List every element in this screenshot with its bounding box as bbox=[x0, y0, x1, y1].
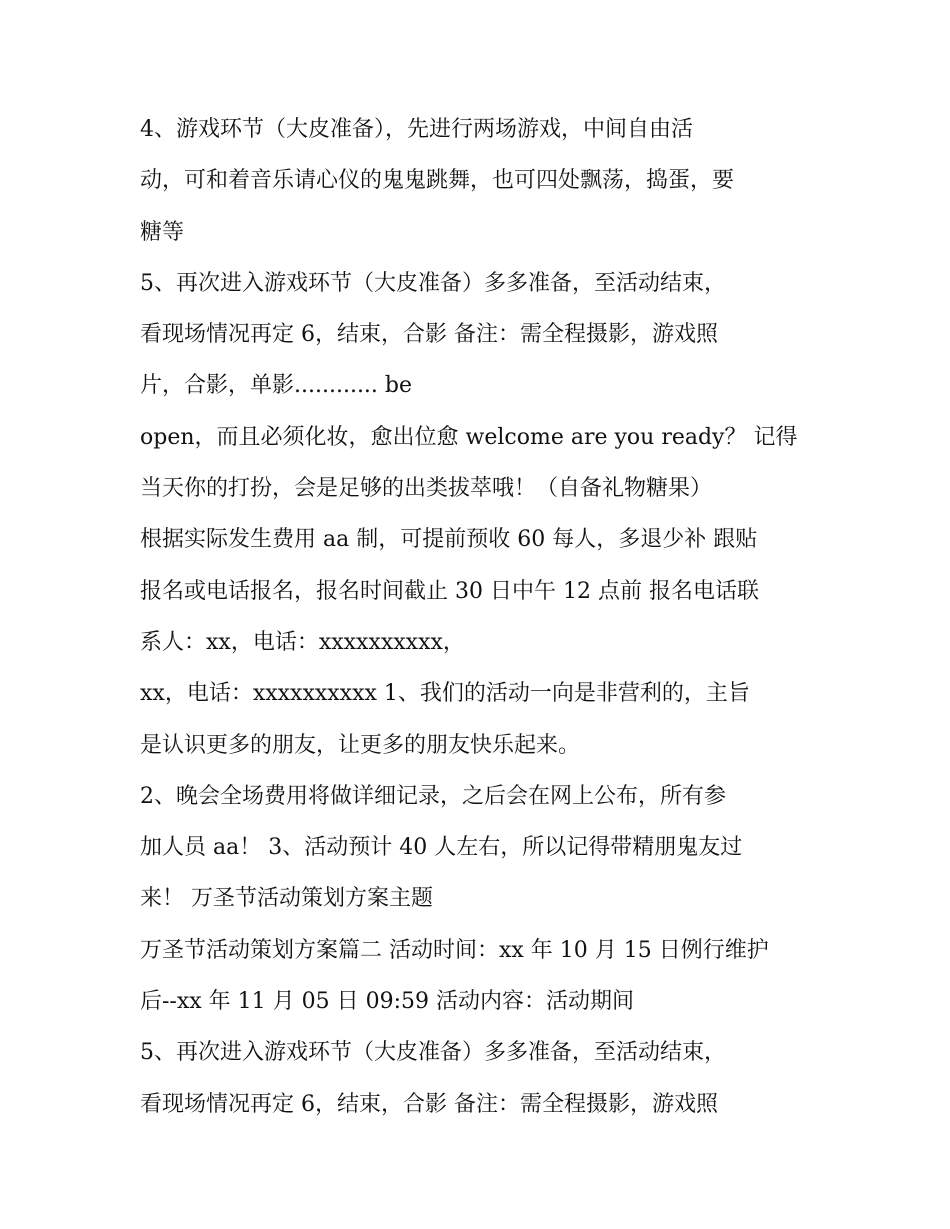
text-line: 糖等 bbox=[140, 219, 185, 245]
text-line: 5、再次进入游戏环节（大皮准备）多多准备，至活动结束， bbox=[140, 270, 726, 296]
text-line: 片，合影，单影............ be bbox=[140, 373, 413, 399]
text-line: 系人：xx，电话：xxxxxxxxxx， bbox=[140, 629, 465, 655]
text-line: open，而且必须化妆，愈出位愈 welcome are you ready？ 记得 bbox=[140, 424, 798, 450]
text-line: 2、晚会全场费用将做详细记录，之后会在网上公布，所有参 bbox=[140, 783, 726, 809]
text-line: 报名或电话报名，报名时间截止 30 日中午 12 点前 报名电话联 bbox=[140, 578, 759, 604]
text-line: 后--xx 年 11 月 05 日 09:59 活动内容：活动期间 bbox=[140, 989, 635, 1015]
document-body bbox=[140, 104, 830, 1130]
text-line: 是认识更多的朋友，让更多的朋友快乐起来。 bbox=[140, 732, 581, 758]
text-line: 看现场情况再定 6，结束，合影 备注：需全程摄影，游戏照 bbox=[140, 322, 718, 348]
text-line: 根据实际发生费用 aa 制，可提前预收 60 每人，多退少补 跟贴 bbox=[140, 527, 758, 553]
text-line: 4、游戏环节（大皮准备），先进行两场游戏，中间自由活 bbox=[140, 117, 693, 142]
text-line: 当天你的打扮，会是足够的出类拔萃哦！（自备礼物糖果） bbox=[140, 476, 713, 502]
text-line: 加人员 aa！ 3、活动预计 40 人左右，所以记得带精朋鬼友过 bbox=[140, 835, 743, 861]
text-line: 万圣节活动策划方案篇二 活动时间：xx 年 10 月 15 日例行维护 bbox=[140, 937, 769, 963]
text-line: 动，可和着音乐请心仪的鬼鬼跳舞，也可四处飘荡，捣蛋，要 bbox=[140, 168, 735, 194]
text-line: 看现场情况再定 6，结束，合影 备注：需全程摄影，游戏照 bbox=[140, 1091, 718, 1117]
text-line: xx，电话：xxxxxxxxxx 1、我们的活动一向是非营利的，主旨 bbox=[140, 681, 750, 707]
text-line: 来！ 万圣节活动策划方案主题 bbox=[140, 886, 433, 912]
text-line: 5、再次进入游戏环节（大皮准备）多多准备，至活动结束， bbox=[140, 1040, 726, 1066]
